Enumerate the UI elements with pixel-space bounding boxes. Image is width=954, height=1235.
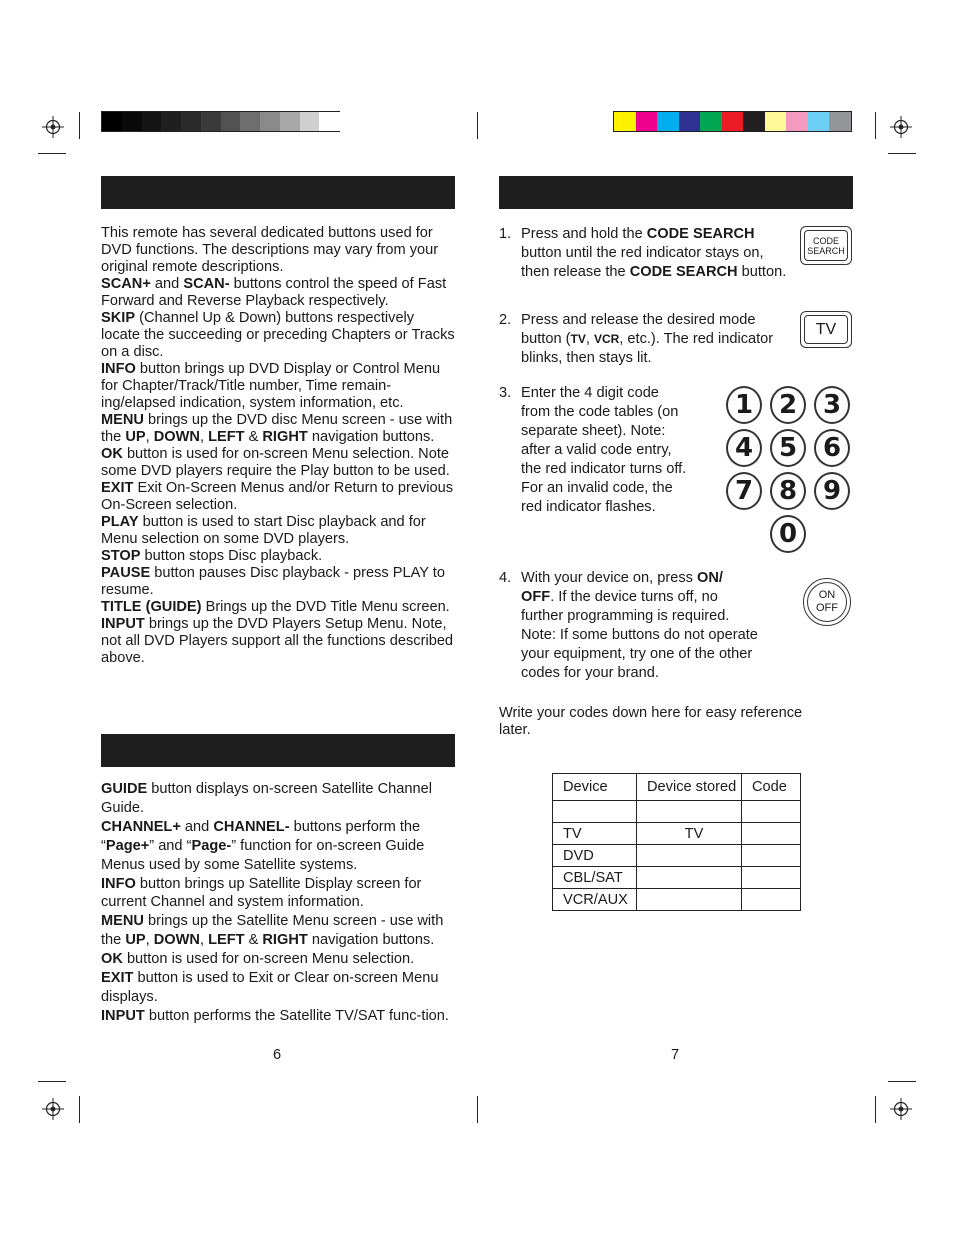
digit-2-button-icon: 2 [770,386,806,424]
registration-mark-icon [42,1098,64,1125]
step-number: 2. [499,312,512,328]
color-swatch [722,112,744,131]
dvd-paragraph: PLAY button is used to start Disc playback and for Menu selection on some DVD players. [101,514,426,547]
table-cell [637,845,742,867]
tv-button-icon: TV [800,311,852,348]
registration-mark-icon [890,1098,912,1125]
table-cell: TV [637,823,742,845]
color-swatch [829,112,851,131]
digit-0-button-icon: 0 [770,515,806,553]
table-header-cell: Device [553,774,637,801]
color-swatch [786,112,808,131]
dvd-paragraph: SKIP (Channel Up & Down) buttons respectively locate the succeeding or preceding Chapters or Tracks on a disc. [101,310,455,360]
table-row [553,801,801,823]
color-swatch [636,112,658,131]
step-text: Press and hold the CODE SEARCH button until the red indicator stays on, then release the CODE SEARCH button. [521,226,787,280]
table-cell [742,889,801,911]
page-number-right: 7 [671,1047,680,1063]
dvd-paragraph: TITLE (GUIDE) Brings up the DVD Title Menu screen. [101,599,450,615]
digit-7-button-icon: 7 [726,472,762,510]
dvd-paragraph: SCAN+ and SCAN- buttons control the speed of Fast Forward and Reverse Playback respectively. [101,276,447,309]
step-text: Enter the 4 digit code from the code tables (on separate sheet). Note: after a valid code entry, the red indicator turns off. For an invalid code, the red indicator flashes. [521,385,687,515]
registration-mark-icon [890,116,912,143]
digit-6-button-icon: 6 [814,429,850,467]
color-swatch [300,112,320,131]
code-record-table [552,773,801,911]
satellite-paragraph: GUIDE button displays on-screen Satellite Channel Guide. [101,781,432,816]
digit-3-button-icon: 3 [814,386,850,424]
table-cell [637,801,742,823]
table-header-cell: Code [742,774,801,801]
dvd-paragraph: PAUSE button pauses Disc playback - press PLAY to resume. [101,565,445,598]
color-swatch [765,112,787,131]
table-cell [553,801,637,823]
step-number: 4. [499,570,512,586]
section-header-satellite [101,734,455,767]
table-cell: VCR/AUX [553,889,637,911]
color-swatch [319,112,339,131]
step-number: 1. [499,226,512,242]
table-row [553,889,801,911]
color-swatch [181,112,201,131]
step-number: 3. [499,385,512,401]
dvd-paragraph: EXIT Exit On-Screen Menus and/or Return to previous On-Screen selection. [101,480,454,513]
on-off-button-icon: ON OFF [803,578,851,626]
digit-8-button-icon: 8 [770,472,806,510]
color-swatch [657,112,679,131]
satellite-paragraph: INFO button brings up Satellite Display screen for current Channel and system information. [101,875,422,911]
table-header-row [553,774,801,801]
color-swatch [808,112,830,131]
dvd-paragraph: INPUT brings up the DVD Players Setup Menu. Note, not all DVD Players support all the functions described above. [101,616,454,666]
satellite-paragraph: INPUT button performs the Satellite TV/SAT func-tion. [101,1007,449,1024]
digit-1-button-icon: 1 [726,386,762,424]
dvd-paragraph: STOP button stops Disc playback. [101,548,323,564]
digit-9-button-icon: 9 [814,472,850,510]
dvd-paragraph: INFO button brings up DVD Display or Control Menu for Chapter/Track/Title number, Time remain-ing/elapsed indication, system information, etc. [101,361,441,411]
digit-4-button-icon: 4 [726,429,762,467]
table-row [553,867,801,889]
registration-mark-icon [42,116,64,143]
satellite-buttons-description [101,780,457,1026]
number-keypad-icon [726,386,856,556]
table-cell [637,867,742,889]
color-swatch [102,112,122,131]
color-swatch [221,112,241,131]
write-codes-note: Write your codes down here for easy reference later. [499,705,803,738]
color-swatch [260,112,280,131]
table-cell [742,867,801,889]
table-cell [742,801,801,823]
color-swatch [679,112,701,131]
dvd-paragraph: OK button is used for on-screen Menu selection. Note some DVD players require the Play button to be used. [101,446,450,479]
table-cell [742,845,801,867]
table-row [553,845,801,867]
color-swatch [122,112,142,131]
dvd-paragraph: MENU brings up the DVD disc Menu screen - use with the UP, DOWN, LEFT & RIGHT navigation buttons. [101,412,453,445]
color-strip [613,111,852,132]
dvd-paragraph: This remote has several dedicated buttons used for DVD functions. The descriptions may vary from your original remote descriptions. [101,225,439,275]
digit-5-button-icon: 5 [770,429,806,467]
table-header-cell: Device stored [637,774,742,801]
table-cell: CBL/SAT [553,867,637,889]
satellite-paragraph: OK button is used for on-screen Menu selection. [101,951,415,968]
color-swatch [614,112,636,131]
section-header-dvd [101,176,455,209]
table-row [553,823,801,845]
color-swatch [743,112,765,131]
table-cell: TV [553,823,637,845]
satellite-paragraph: CHANNEL+ and CHANNEL- buttons perform the “Page+” and “Page-” function for on-screen Guide Menus used by some Satellite systems. [101,818,425,873]
code-search-button-icon: CODE SEARCH [800,226,852,265]
table-cell [637,889,742,911]
grayscale-strip [101,111,340,132]
color-swatch [700,112,722,131]
section-header-programming [499,176,853,209]
color-swatch [240,112,260,131]
table-cell [742,823,801,845]
table-cell: DVD [553,845,637,867]
satellite-paragraph: MENU brings up the Satellite Menu screen - use with the UP, DOWN, LEFT & RIGHT navigation buttons. [101,913,444,949]
step-text: Press and release the desired mode button (TV, VCR, etc.). The red indicator blinks, then stays lit. [521,312,774,366]
color-swatch [280,112,300,131]
color-swatch [201,112,221,131]
page-number-left: 6 [273,1047,282,1063]
color-swatch [142,112,162,131]
satellite-paragraph: EXIT button is used to Exit or Clear on-screen Menu displays. [101,970,439,1005]
step-text: With your device on, press ON/ OFF. If the device turns off, no further programming is required. Note: If some buttons do not operate your equipment, try one of the other codes for your brand. [521,570,758,681]
color-swatch [161,112,181,131]
dvd-buttons-description [101,225,457,667]
